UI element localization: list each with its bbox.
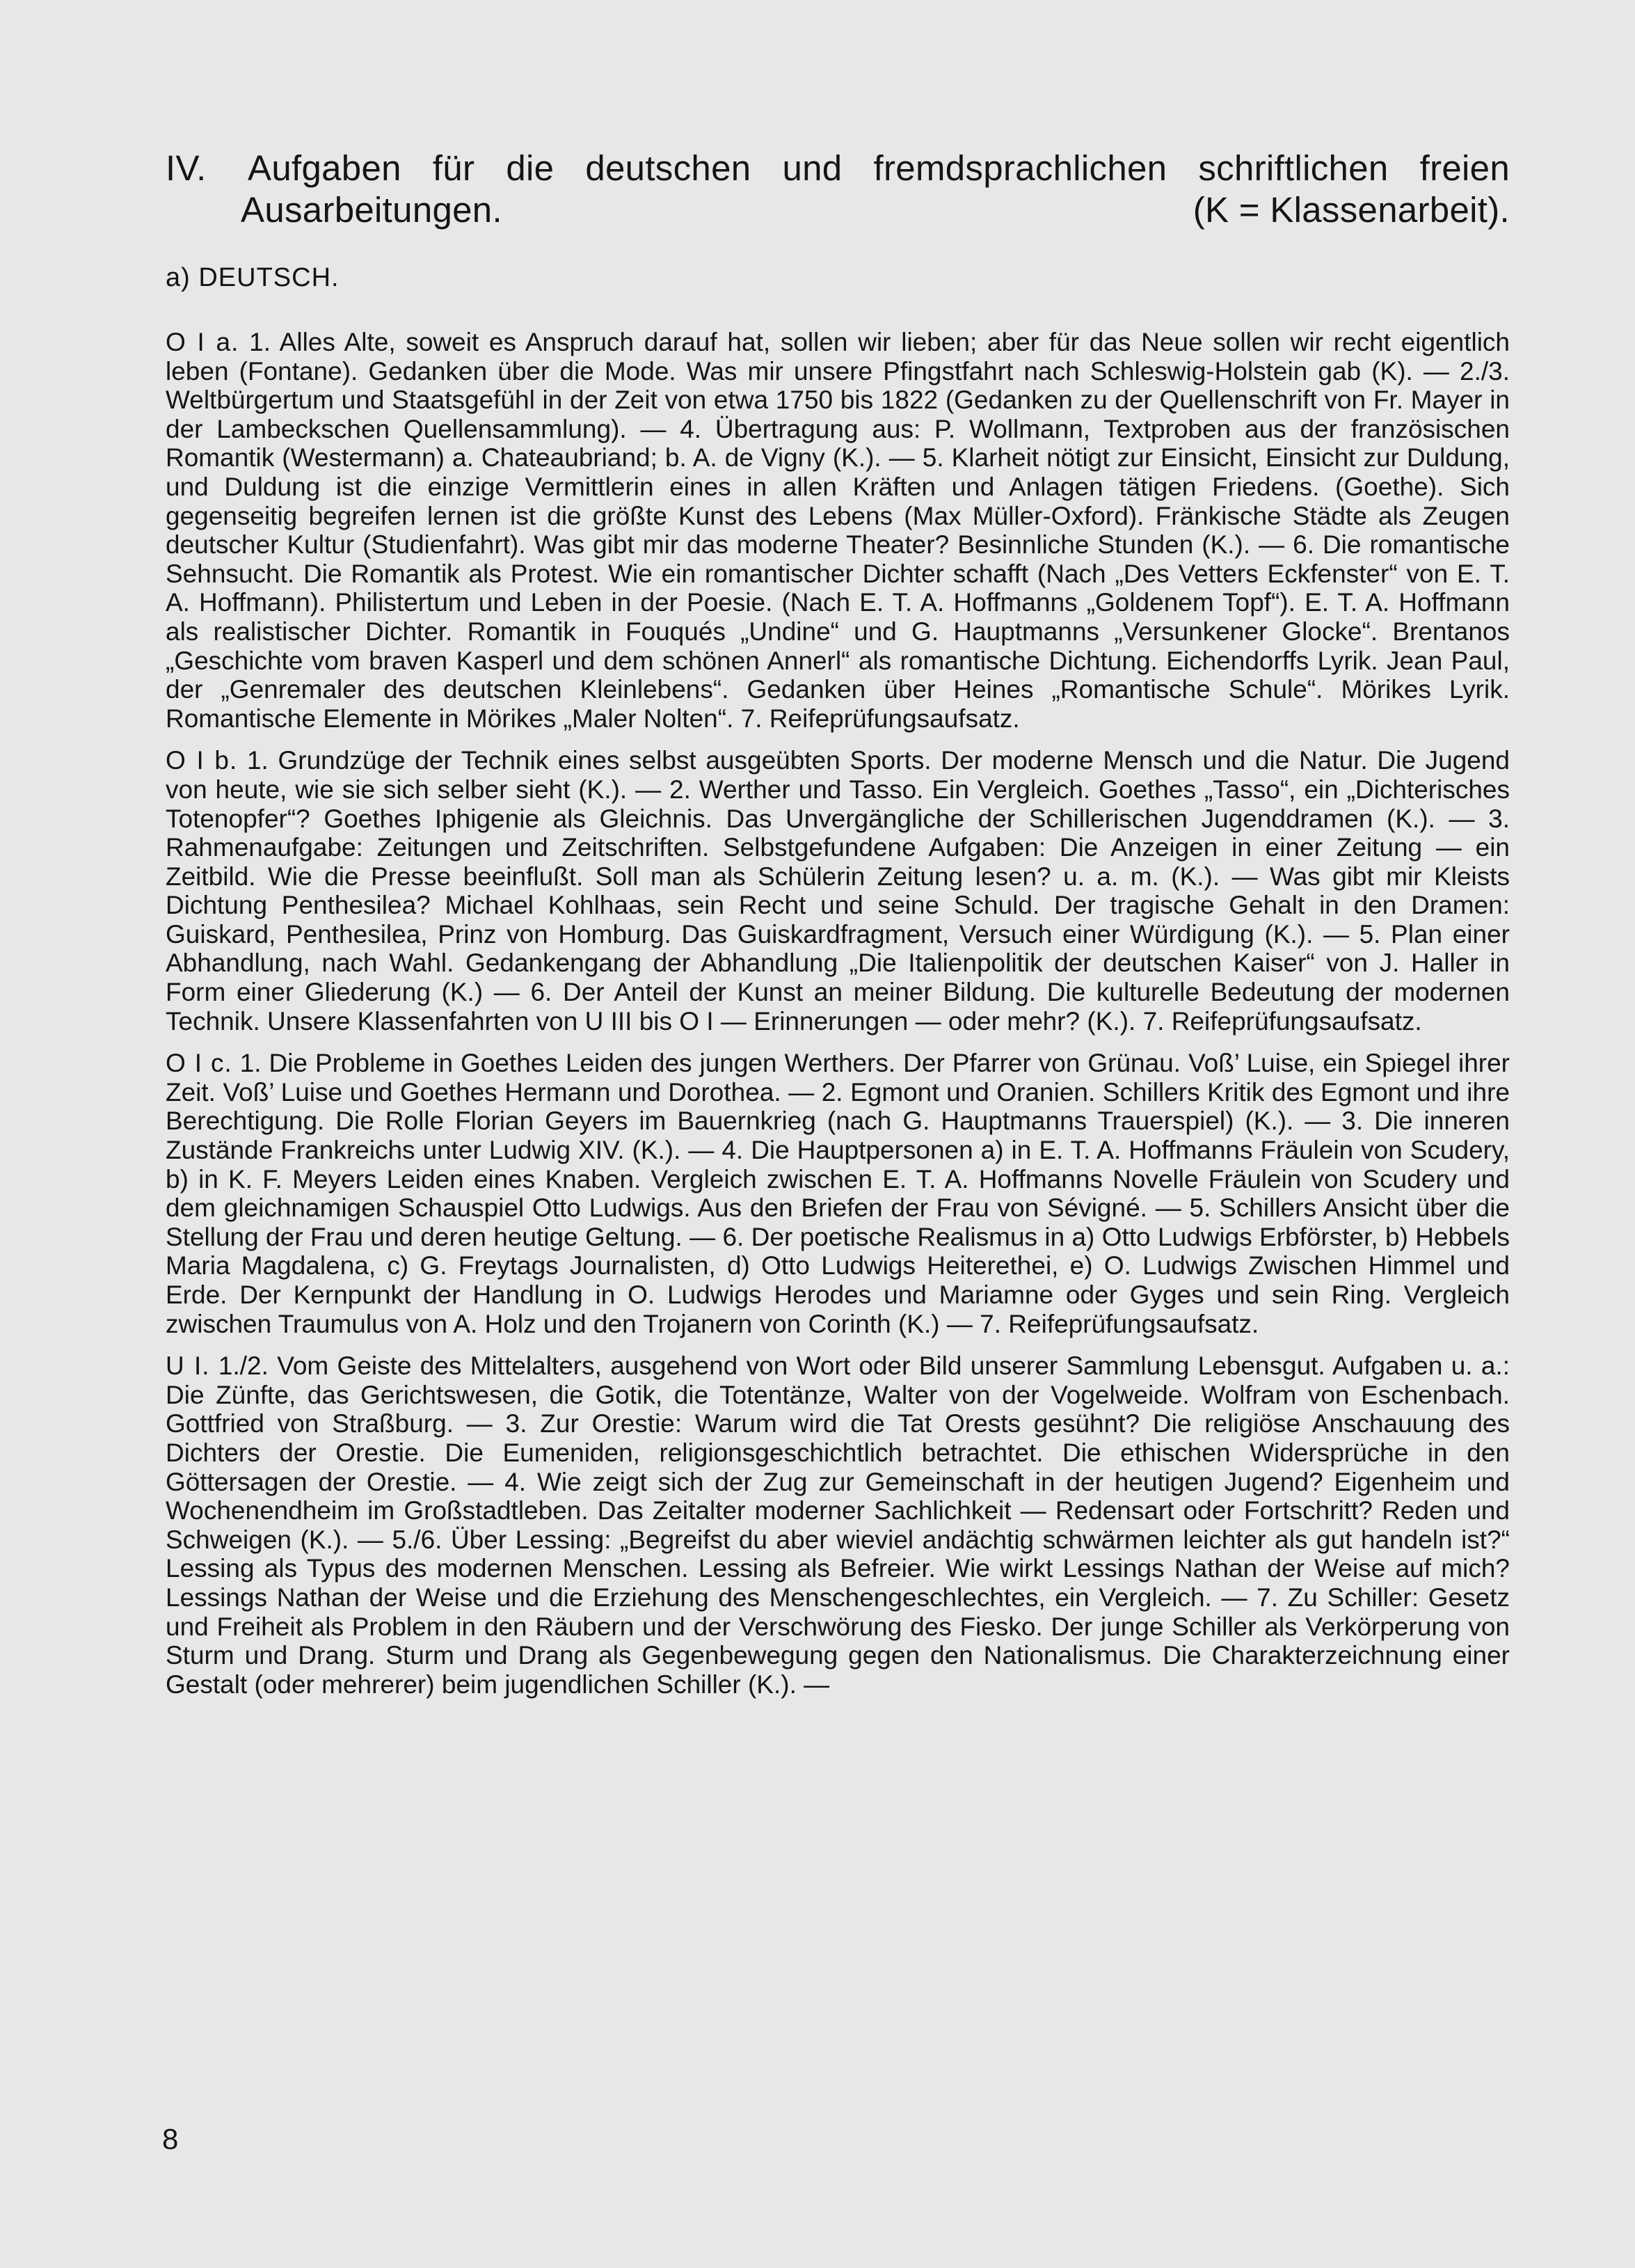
paragraph-text: 1./2. Vom Geiste des Mittelalters, ausgehend von Wort oder Bild unserer Sammlung Lebensgut. Aufgaben u. a.: Die Zünfte, das Gerichtswesen, die Gotik, die Totentänze, Walter von der Vogelweide. Wolfram von Eschenbach. Gottfried von Straßburg. — 3. Zur Orestie: Warum wird die Tat Orests gesühnt? Die religiöse Anschauung des Dichters der Orestie. Die Eumeniden, religionsgeschichtlich betrachtet. Die ethischen Widersprüche in den Göttersagen der Orestie. — 4. Wie zeigt sich der Zug zur Gemeinschaft in der heutigen Jugend? Eigenheim und Wochenendheim im Großstadtleben. Das Zeitalter moderner Sachlichkeit — Redensart oder Fortschritt? Reden und Schweigen (K.). — 5./6. Über Lessing: „Begreifst du aber wieviel andächtig schwärmen leichter als gut handeln ist?“ Lessing als Typus des modernen Menschen. Lessing als Befreier. Wie wirkt Lessings Nathan der Weise auf mich? Lessings Nathan der Weise und die Erziehung des Menschengeschlechtes, ein Vergleich. — 7. Zu Schiller: Gesetz und Freiheit als Problem in den Räubern und der Verschwörung des Fiesko. Der junge Schiller als Verkörperung von Sturm und Drang. Sturm und Drang als Gegenbewegung gegen den Nationalismus. Die Charakterzeichnung einer Gestalt (oder mehrerer) beim jugendlichen Schiller (K.). — — [166, 1351, 1510, 1699]
chapter-title-line2 — [241, 189, 1510, 231]
class-label: U I. — [166, 1351, 210, 1381]
class-label: O I b. — [166, 746, 238, 775]
assignment-paragraph-o1c — [166, 1049, 1510, 1338]
chapter-title-line1: Aufgaben für die deutschen und fremdsprachlichen schriftlichen freien — [248, 148, 1510, 188]
paragraph-text: 1. Alles Alte, soweit es Anspruch darauf hat, sollen wir lieben; aber für das Neue sollen wir recht eigentlich leben (Fontane). Gedanken über die Mode. Was mir unsere Pfingstfahrt nach Schleswig-Holstein gab (K). — 2./3. Weltbürgertum und Staatsgefühl in der Zeit von etwa 1750 bis 1822 (Gedanken zu der Quellenschrift von Fr. Mayer in der Lambeckschen Quellensammlung). — 4. Übertragung aus: P. Wollmann, Textproben aus der französischen Romantik (Westermann) a. Chateaubriand; b. A. de Vigny (K.). — 5. Klarheit nötigt zur Einsicht, Einsicht zur Duldung, und Duldung ist die einzige Vermittlerin eines in allen Kräften und Anlagen tätigen Friedens. (Goethe). Sich gegenseitig begreifen lernen ist die größte Kunst des Lebens (Max Müller-Oxford). Fränkische Städte als Zeugen deutscher Kultur (Studienfahrt). Was gibt mir das moderne Theater? Besinnliche Stunden (K.). — 6. Die romantische Sehnsucht. Die Romantik als Protest. Wie ein romantischer Dichter schafft (Nach „Des Vetters Eckfenster“ von E. T. A. Hoffmann). Philistertum und Leben in der Poesie. (Nach E. T. A. Hoffmanns „Goldenem Topf“). E. T. A. Hoffmann als realistischer Dichter. Romantik in Fouqués „Undine“ und G. Hauptmanns „Versunkener Glocke“. Brentanos „Geschichte vom braven Kasperl und dem schönen Annerl“ als romantische Dichtung. Eichendorffs Lyrik. Jean Paul, der „Genremaler des deutschen Kleinlebens“. Gedanken über Heines „Romantische Schule“. Mörikes Lyrik. Romantische Elemente in Mörikes „Maler Nolten“. 7. Reifeprüfungsaufsatz. — [166, 328, 1510, 733]
assignment-paragraph-u1 — [166, 1351, 1510, 1699]
class-label: O I a. — [166, 328, 239, 356]
assignment-paragraph-o1b — [166, 746, 1510, 1036]
abbreviation-note: (K = Klassenarbeit). — [1193, 190, 1510, 230]
section-title: a) DEUTSCH. — [166, 263, 340, 292]
assignment-paragraph-o1a — [166, 328, 1510, 733]
paragraph-text: 1. Grundzüge der Technik eines selbst ausgeübten Sports. Der moderne Mensch und die Natur. Die Jugend von heute, wie sie sich selber sieht (K.). — 2. Werther und Tasso. Ein Vergleich. Goethes „Tasso“, ein „Dichterisches Totenopfer“? Goethes Iphigenie als Gleichnis. Das Unvergängliche der Schillerischen Jugenddramen (K.). — 3. Rahmenaufgabe: Zeitungen und Zeitschriften. Selbstgefundene Aufgaben: Die Anzeigen in einer Zeitung — ein Zeitbild. Wie die Presse beeinflußt. Soll man als Schülerin Zeitung lesen? u. a. m. (K.). — Was gibt mir Kleists Dichtung Penthesilea? Michael Kohlhaas, sein Recht und seine Schuld. Der tragische Gehalt in den Dramen: Guiskard, Penthesilea, Prinz von Homburg. Das Guiskardfragment, Versuch einer Würdigung (K.). — 5. Plan einer Abhandlung, nach Wahl. Gedankengang der Abhandlung „Die Italienpolitik der deutschen Kaiser“ von J. Haller in Form einer Gliederung (K.) — 6. Der Anteil der Kunst an meiner Bildung. Die kulturelle Bedeutung der modernen Technik. Unsere Klassenfahrten von U III bis O I — Erinnerungen — oder mehr? (K.). 7. Reifeprüfungsaufsatz. — [166, 746, 1510, 1036]
assignment-list — [166, 328, 1510, 1699]
chapter-title-continuation: Ausarbeitungen. — [241, 190, 502, 230]
chapter-number: IV. — [166, 148, 207, 188]
chapter-heading — [166, 148, 1510, 231]
class-label: O I c. — [166, 1049, 232, 1078]
page-number: 8 — [162, 2123, 179, 2155]
page-content — [166, 148, 1510, 1712]
paragraph-text: 1. Die Probleme in Goethes Leiden des jungen Werthers. Der Pfarrer von Grünau. Voß’ Luise, ein Spiegel ihrer Zeit. Voß’ Luise und Goethes Hermann und Dorothea. — 2. Egmont und Oranien. Schillers Kritik des Egmont und ihre Berechtigung. Die Rolle Florian Geyers im Bauernkrieg (nach G. Hauptmanns Trauerspiel) (K.). — 3. Die inneren Zustände Frankreichs unter Ludwig XIV. (K.). — 4. Die Hauptpersonen a) in E. T. A. Hoffmanns Fräulein von Scudery, b) in K. F. Meyers Leiden eines Knaben. Vergleich zwischen E. T. A. Hoffmanns Novelle Fräulein von Scudery und dem gleichnamigen Schauspiel Otto Ludwigs. Aus den Briefen der Frau von Sévigné. — 5. Schillers Ansicht über die Stellung der Frau und deren heutige Geltung. — 6. Der poetische Realismus in a) Otto Ludwigs Erbförster, b) Hebbels Maria Magdalena, c) G. Freytags Journalisten, d) Otto Ludwigs Heiterethei, e) O. Ludwigs Zwischen Himmel und Erde. Der Kernpunkt der Handlung in O. Ludwigs Herodes und Mariamne oder Gyges und sein Ring. Vergleich zwischen Traumulus von A. Holz und den Trojanern von Corinth (K.) — 7. Reifeprüfungsaufsatz. — [166, 1049, 1510, 1338]
